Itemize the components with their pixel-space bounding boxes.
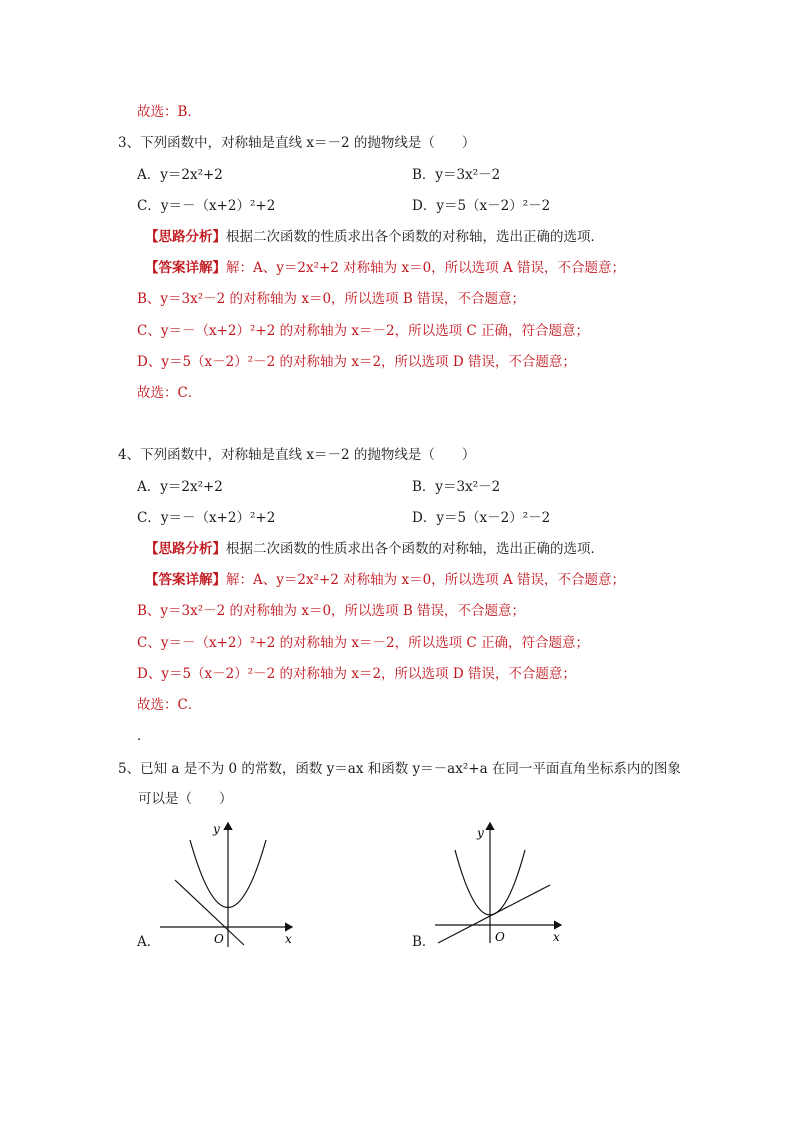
graph-b — [433, 815, 578, 955]
q4-option-d: D．y＝5（x－2）²－2 — [412, 510, 551, 526]
q3-detail-tag: 【答案详解】 — [145, 260, 226, 276]
q4-conclusion: 故选：C． — [137, 697, 202, 713]
q4-detail-line-3: C、y＝－（x+2）²+2 的对称轴为 x＝－2，所以选项 C 正确，符合题意； — [137, 635, 589, 651]
q3-analysis-tag: 【思路分析】 — [145, 229, 226, 245]
q4-detail-line-4: D、y＝5（x－2）²－2 的对称轴为 x＝2，所以选项 D 错误，不合题意； — [137, 666, 576, 682]
q3-stem: 3、下列函数中，对称轴是直线 x＝－2 的抛物线是（ ） — [118, 135, 476, 151]
graph-b-label: B． — [412, 934, 436, 950]
graph-b-x-label: x — [553, 930, 560, 944]
q4-analysis-text: 根据二次函数的性质求出各个函数的对称轴，选出正确的选项． — [226, 541, 604, 557]
q4-option-a: A．y＝2x²+2 — [137, 479, 223, 495]
q3-conclusion: 故选：C． — [137, 385, 202, 401]
q4-detail-line-2: B、y＝3x²－2 的对称轴为 x＝0，所以选项 B 错误，不合题意； — [137, 603, 526, 619]
q3-detail-line-4: D、y＝5（x－2）²－2 的对称轴为 x＝2，所以选项 D 错误，不合题意； — [137, 354, 576, 370]
graph-b-y-label: y — [477, 826, 484, 840]
q3-option-a: A．y＝2x²+2 — [137, 167, 223, 183]
q2-conclusion: 故选：B． — [137, 104, 201, 120]
q3-detail-line-1: 解：A、y＝2x²+2 对称轴为 x＝0，所以选项 A 错误，不合题意； — [226, 260, 626, 276]
q3-analysis-text: 根据二次函数的性质求出各个函数的对称轴，选出正确的选项． — [226, 229, 604, 245]
q3-detail-line-3: C、y＝－（x+2）²+2 的对称轴为 x＝－2，所以选项 C 正确，符合题意； — [137, 323, 589, 339]
q4-trailing-dot: ． — [137, 728, 151, 744]
q4-stem: 4、下列函数中，对称轴是直线 x＝－2 的抛物线是（ ） — [118, 447, 476, 463]
q3-detail-line-2: B、y＝3x²－2 的对称轴为 x＝0，所以选项 B 错误，不合题意； — [137, 291, 526, 307]
graph-a-line — [175, 880, 244, 945]
q3-option-c: C．y＝－（x+2）²+2 — [137, 198, 276, 214]
graph-a-label: A． — [137, 934, 161, 950]
graph-b-line — [438, 885, 550, 943]
q4-detail-first — [145, 571, 625, 589]
q4-analysis-tag: 【思路分析】 — [145, 541, 226, 557]
graph-b-origin-label: O — [495, 930, 505, 944]
graph-a-x-label: x — [285, 932, 292, 946]
q4-detail-tag: 【答案详解】 — [145, 572, 226, 588]
q5-stem-line-1: 5、已知 a 是不为 0 的常数，函数 y＝ax 和函数 y＝－ax²+a 在同一平面直角坐标系内的图象 — [118, 761, 681, 777]
q4-option-b: B．y＝3x²－2 — [412, 479, 501, 495]
q5-stem-line-2: 可以是（ ） — [138, 791, 233, 807]
q3-option-b: B．y＝3x²－2 — [412, 167, 501, 183]
q4-detail-line-1: 解：A、y＝2x²+2 对称轴为 x＝0，所以选项 A 错误，不合题意； — [226, 572, 626, 588]
q3-detail-first — [145, 259, 625, 277]
graph-a-origin-label: O — [214, 932, 224, 946]
q4-option-c: C．y＝－（x+2）²+2 — [137, 510, 276, 526]
graph-a — [160, 815, 305, 955]
graph-a-y-label: y — [213, 822, 220, 836]
q4-analysis — [145, 540, 604, 558]
q3-analysis — [145, 228, 604, 246]
q3-option-d: D．y＝5（x－2）²－2 — [412, 198, 551, 214]
